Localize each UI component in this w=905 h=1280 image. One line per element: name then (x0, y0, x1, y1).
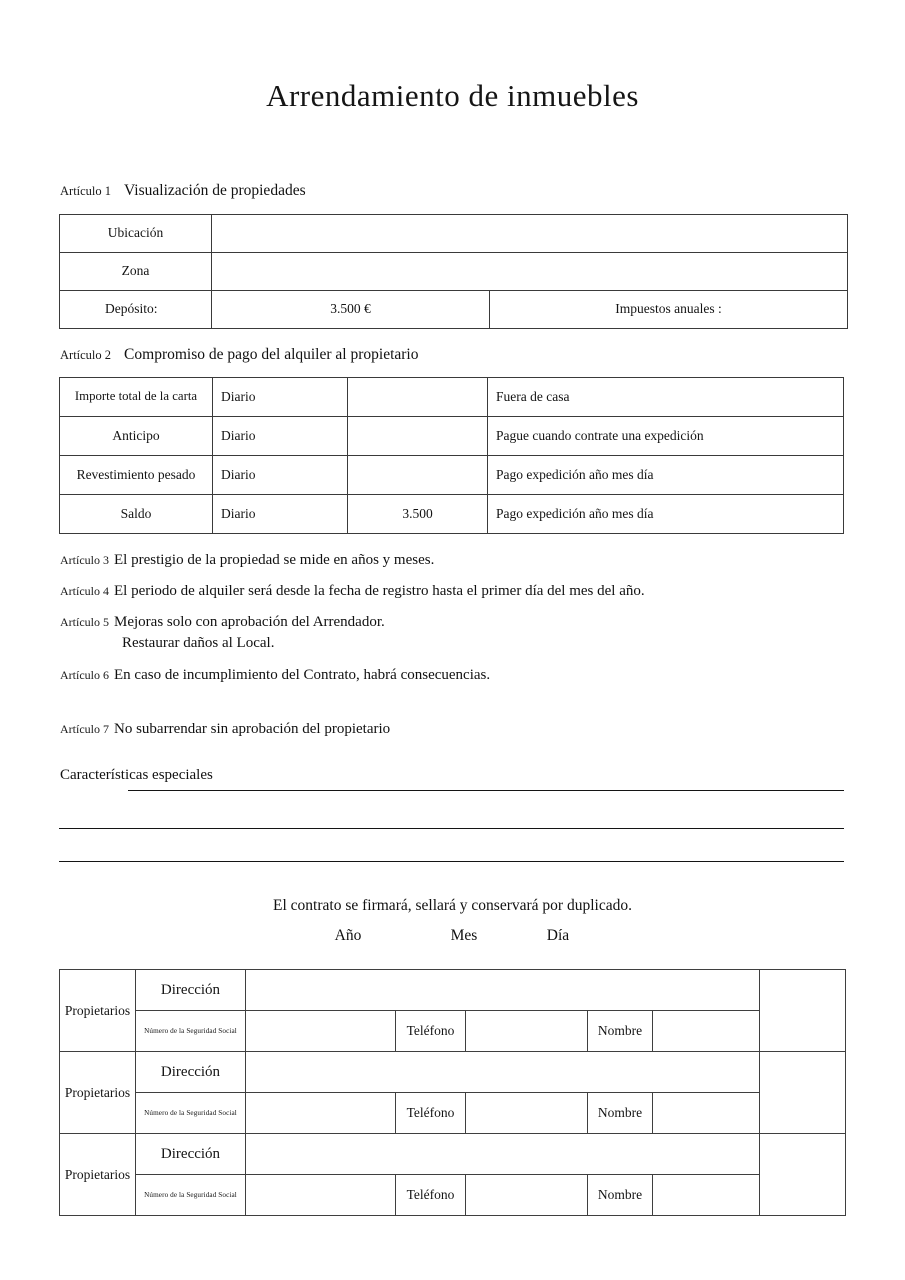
pay-frequency: Diario (213, 378, 348, 417)
seal-box[interactable] (760, 970, 846, 1052)
owner-label: Propietarios (60, 1052, 136, 1134)
article-2-heading (60, 346, 418, 364)
table-row (60, 378, 844, 417)
article-5-paragraph (60, 613, 385, 631)
owner-label: Propietarios (60, 970, 136, 1052)
article-6-paragraph (60, 666, 490, 684)
ssn-value[interactable] (246, 1093, 396, 1134)
owner-block-row (60, 970, 846, 1011)
pay-frequency: Diario (213, 417, 348, 456)
owner-block-row (60, 1134, 846, 1175)
table-row (60, 495, 844, 534)
article-6-text: En caso de incumplimiento del Contrato, habrá consecuencias. (114, 667, 491, 683)
article-4-number: Artículo 4 (60, 584, 109, 598)
name-label: Nombre (588, 1011, 653, 1052)
special-features-line-1[interactable] (128, 790, 844, 791)
article-3-number: Artículo 3 (60, 553, 109, 567)
owner-label: Propietarios (60, 1134, 136, 1216)
table-row-ubicacion (60, 215, 848, 253)
phone-value[interactable] (466, 1175, 588, 1216)
phone-label: Teléfono (396, 1175, 466, 1216)
article-5-subtext: Restaurar daños al Local. (122, 635, 275, 651)
ssn-value[interactable] (246, 1011, 396, 1052)
article-3-paragraph (60, 551, 434, 569)
pay-concept: Importe total de la carta (60, 378, 213, 417)
article-6-number: Artículo 6 (60, 668, 109, 682)
pay-concept: Anticipo (60, 417, 213, 456)
name-label: Nombre (588, 1093, 653, 1134)
special-features-line-2[interactable] (59, 828, 844, 829)
article-1-heading (60, 182, 306, 200)
article-4-paragraph (60, 582, 645, 600)
pay-note: Pago expedición año mes día (488, 495, 844, 534)
month-label: Mes (450, 927, 478, 944)
address-value[interactable] (246, 1134, 760, 1175)
payment-table (59, 377, 844, 534)
phone-value[interactable] (466, 1011, 588, 1052)
ssn-label: Número de la Seguridad Social (136, 1011, 246, 1052)
phone-value[interactable] (466, 1093, 588, 1134)
year-label: Año (334, 927, 362, 944)
ssn-label: Número de la Seguridad Social (136, 1093, 246, 1134)
owners-table (59, 969, 846, 1216)
owner-block-row (60, 1093, 846, 1134)
article-2-title: Compromiso de pago del alquiler al propietario (124, 346, 419, 363)
ubicacion-value[interactable] (212, 215, 848, 253)
pay-amount[interactable] (348, 417, 488, 456)
address-label: Dirección (136, 1134, 246, 1175)
day-label: Día (546, 927, 570, 944)
address-label: Dirección (136, 1052, 246, 1093)
pay-concept: Revestimiento pesado (60, 456, 213, 495)
special-features-line-3[interactable] (59, 861, 844, 862)
seal-box[interactable] (760, 1052, 846, 1134)
impuestos-anuales-label: Impuestos anuales : (490, 291, 848, 329)
pay-frequency: Diario (213, 456, 348, 495)
article-5-text: Mejoras solo con aprobación del Arrendador. (114, 614, 385, 630)
pay-amount[interactable]: 3.500 (348, 495, 488, 534)
deposito-label: Depósito: (60, 291, 212, 329)
address-value[interactable] (246, 1052, 760, 1093)
article-4-text: El periodo de alquiler será desde la fecha de registro hasta el primer día del mes del año. (114, 583, 645, 599)
pay-amount[interactable] (348, 378, 488, 417)
article-7-text: No subarrendar sin aprobación del propietario (114, 721, 391, 737)
address-label: Dirección (136, 970, 246, 1011)
table-row-zona (60, 253, 848, 291)
pay-concept: Saldo (60, 495, 213, 534)
phone-label: Teléfono (396, 1011, 466, 1052)
table-row-deposito (60, 291, 848, 329)
pay-amount[interactable] (348, 456, 488, 495)
pay-note: Pago expedición año mes día (488, 456, 844, 495)
page-title: Arrendamiento de inmuebles (266, 78, 639, 113)
name-value[interactable] (653, 1093, 760, 1134)
table-row (60, 417, 844, 456)
ssn-label: Número de la Seguridad Social (136, 1175, 246, 1216)
article-2-number: Artículo 2 (60, 348, 112, 362)
ssn-value[interactable] (246, 1175, 396, 1216)
pay-note: Pague cuando contrate una expedición (488, 417, 844, 456)
owner-block-row (60, 1011, 846, 1052)
name-value[interactable] (653, 1175, 760, 1216)
owner-block-row (60, 1052, 846, 1093)
deposito-value[interactable]: 3.500 € (212, 291, 490, 329)
zona-value[interactable] (212, 253, 848, 291)
closing-statement: El contrato se firmará, sellará y conservará por duplicado. (273, 897, 632, 914)
owner-block-row (60, 1175, 846, 1216)
article-1-number: Artículo 1 (60, 184, 112, 198)
article-5-number: Artículo 5 (60, 615, 109, 629)
pay-note: Fuera de casa (488, 378, 844, 417)
article-3-text: El prestigio de la propiedad se mide en años y meses. (114, 552, 435, 568)
table-row (60, 456, 844, 495)
name-value[interactable] (653, 1011, 760, 1052)
pay-frequency: Diario (213, 495, 348, 534)
article-7-paragraph (60, 720, 390, 738)
phone-label: Teléfono (396, 1093, 466, 1134)
article-7-number: Artículo 7 (60, 722, 109, 736)
seal-box[interactable] (760, 1134, 846, 1216)
address-value[interactable] (246, 970, 760, 1011)
name-label: Nombre (588, 1175, 653, 1216)
zona-label: Zona (60, 253, 212, 291)
property-table (59, 214, 848, 329)
article-1-title: Visualización de propiedades (124, 182, 306, 199)
special-features-label: Características especiales (60, 767, 213, 783)
ubicacion-label: Ubicación (60, 215, 212, 253)
